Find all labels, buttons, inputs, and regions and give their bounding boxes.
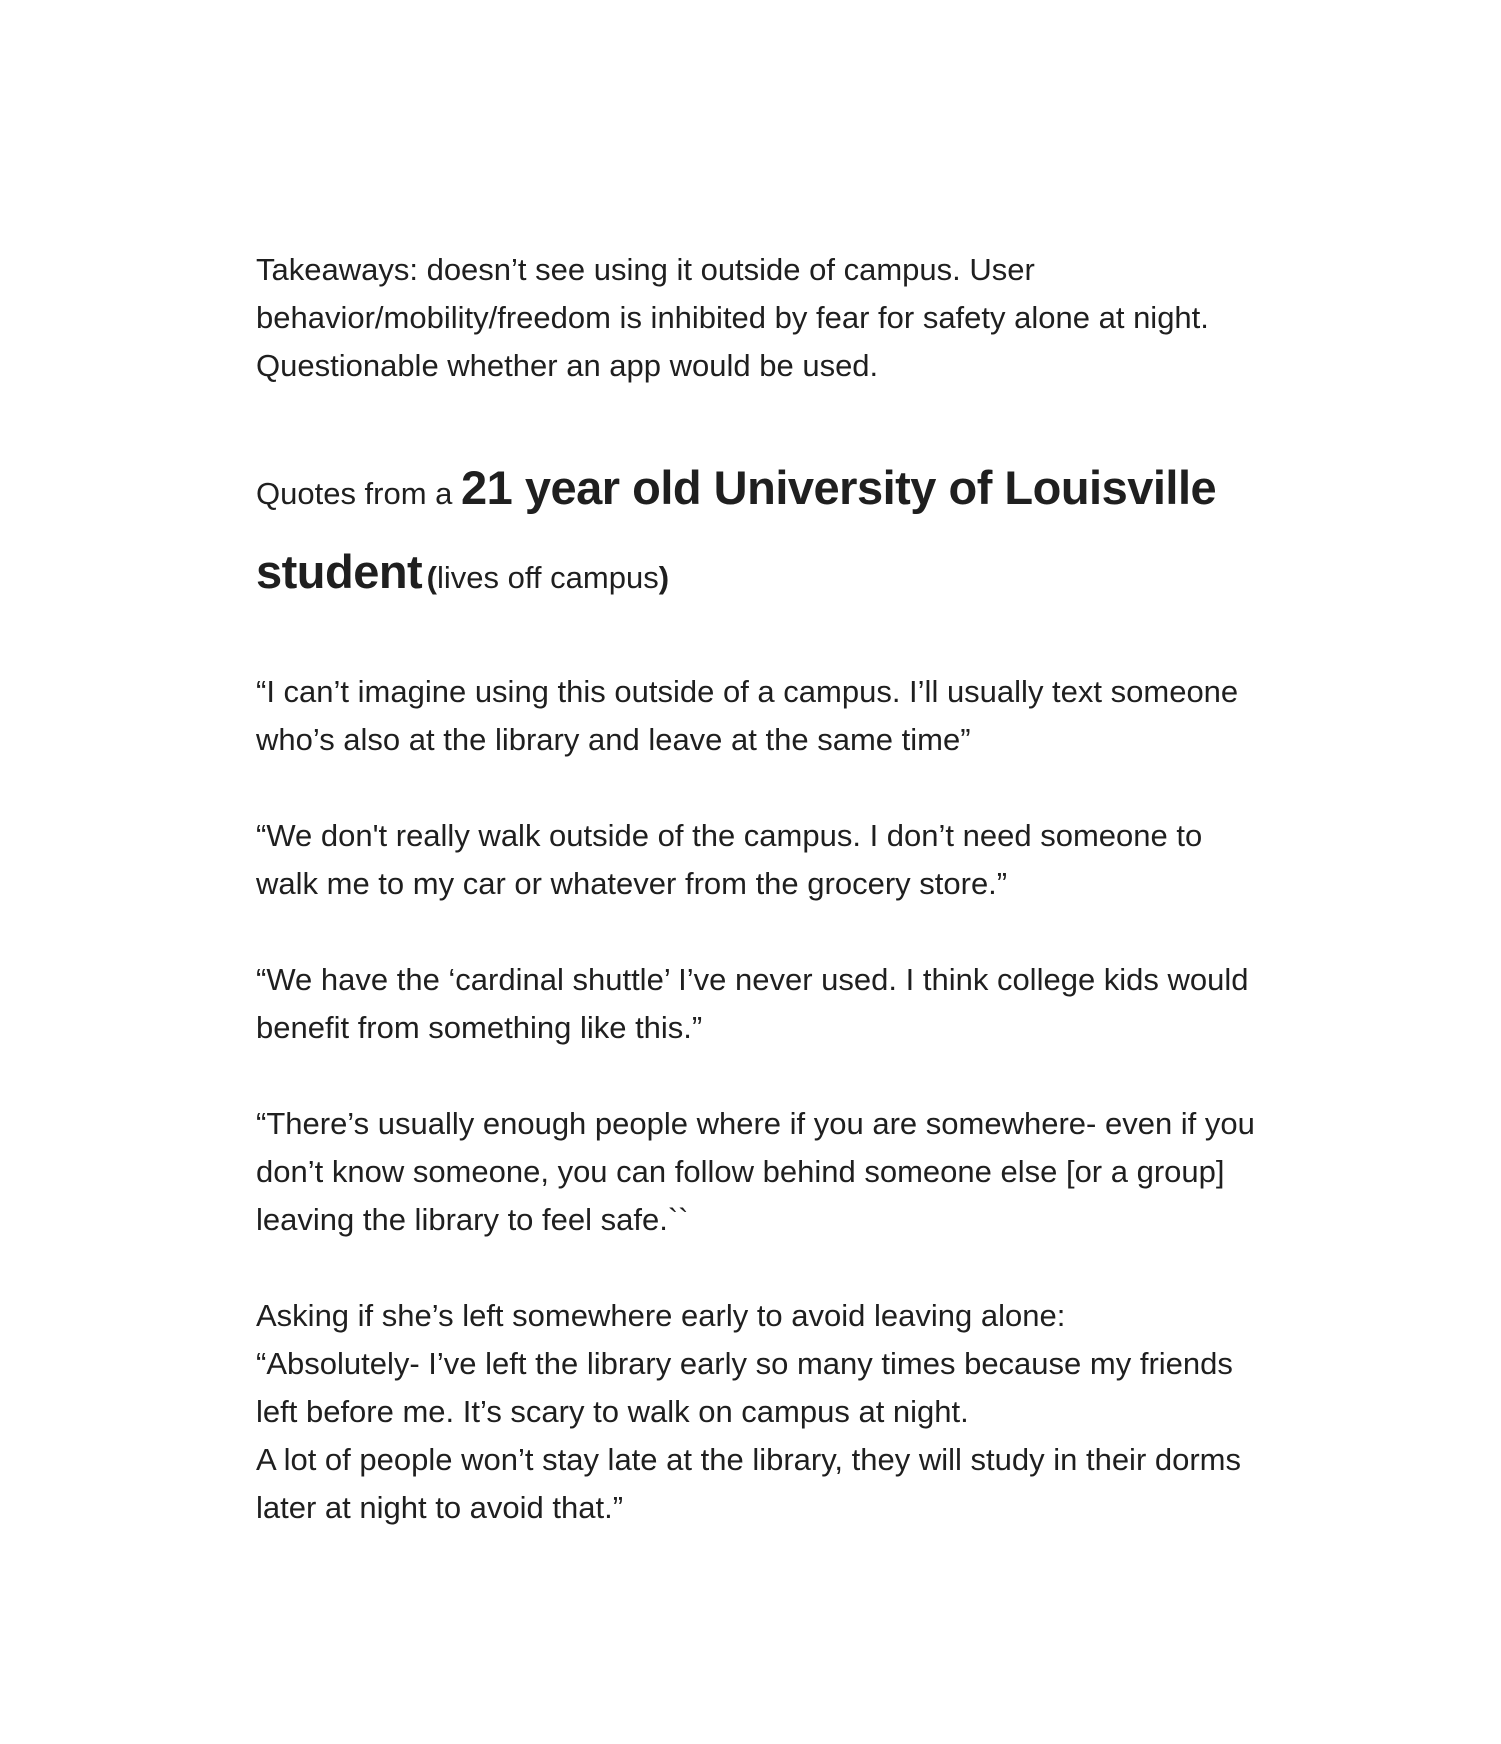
quote-5: Asking if she’s left somewhere early to avoid leaving alone: “Absolutely- I’ve left the library early so many times because my friends left before me. It’s scary to walk on campus at night. A lot of people won’t stay late at the library, they will study in their dorms later at night to avoid that.” [256,1298,1242,1525]
quote-4: “There’s usually enough people where if you are somewhere- even if you don’t know someone, you can follow behind someone else [or a group] leaving the library to feel safe.`` [256,1106,1255,1237]
heading-paren-open: ( [426,560,437,595]
quote-3: “We have the ‘cardinal shuttle’ I’ve never used. I think college kids would benefit from something like this.” [256,962,1249,1045]
quotes-heading [256,452,1256,620]
heading-paren-close: ) [658,560,670,595]
document-body [256,246,1256,1580]
heading-note: lives off campus [437,560,659,595]
heading-subject: 21 year old University of Louisville student [256,461,1217,598]
heading-prefix: Quotes from a [256,476,462,511]
quote-2: “We don't really walk outside of the campus. I don’t need someone to walk me to my car or whatever from the grocery store.” [256,818,1203,901]
takeaways-paragraph: Takeaways: doesn’t see using it outside of campus. User behavior/mobility/freedom is inhibited by fear for safety alone at night. Questionable whether an app would be used. [256,252,1209,383]
quote-1: “I can’t imagine using this outside of a campus. I’ll usually text someone who’s also at the library and leave at the same time” [256,674,1239,757]
